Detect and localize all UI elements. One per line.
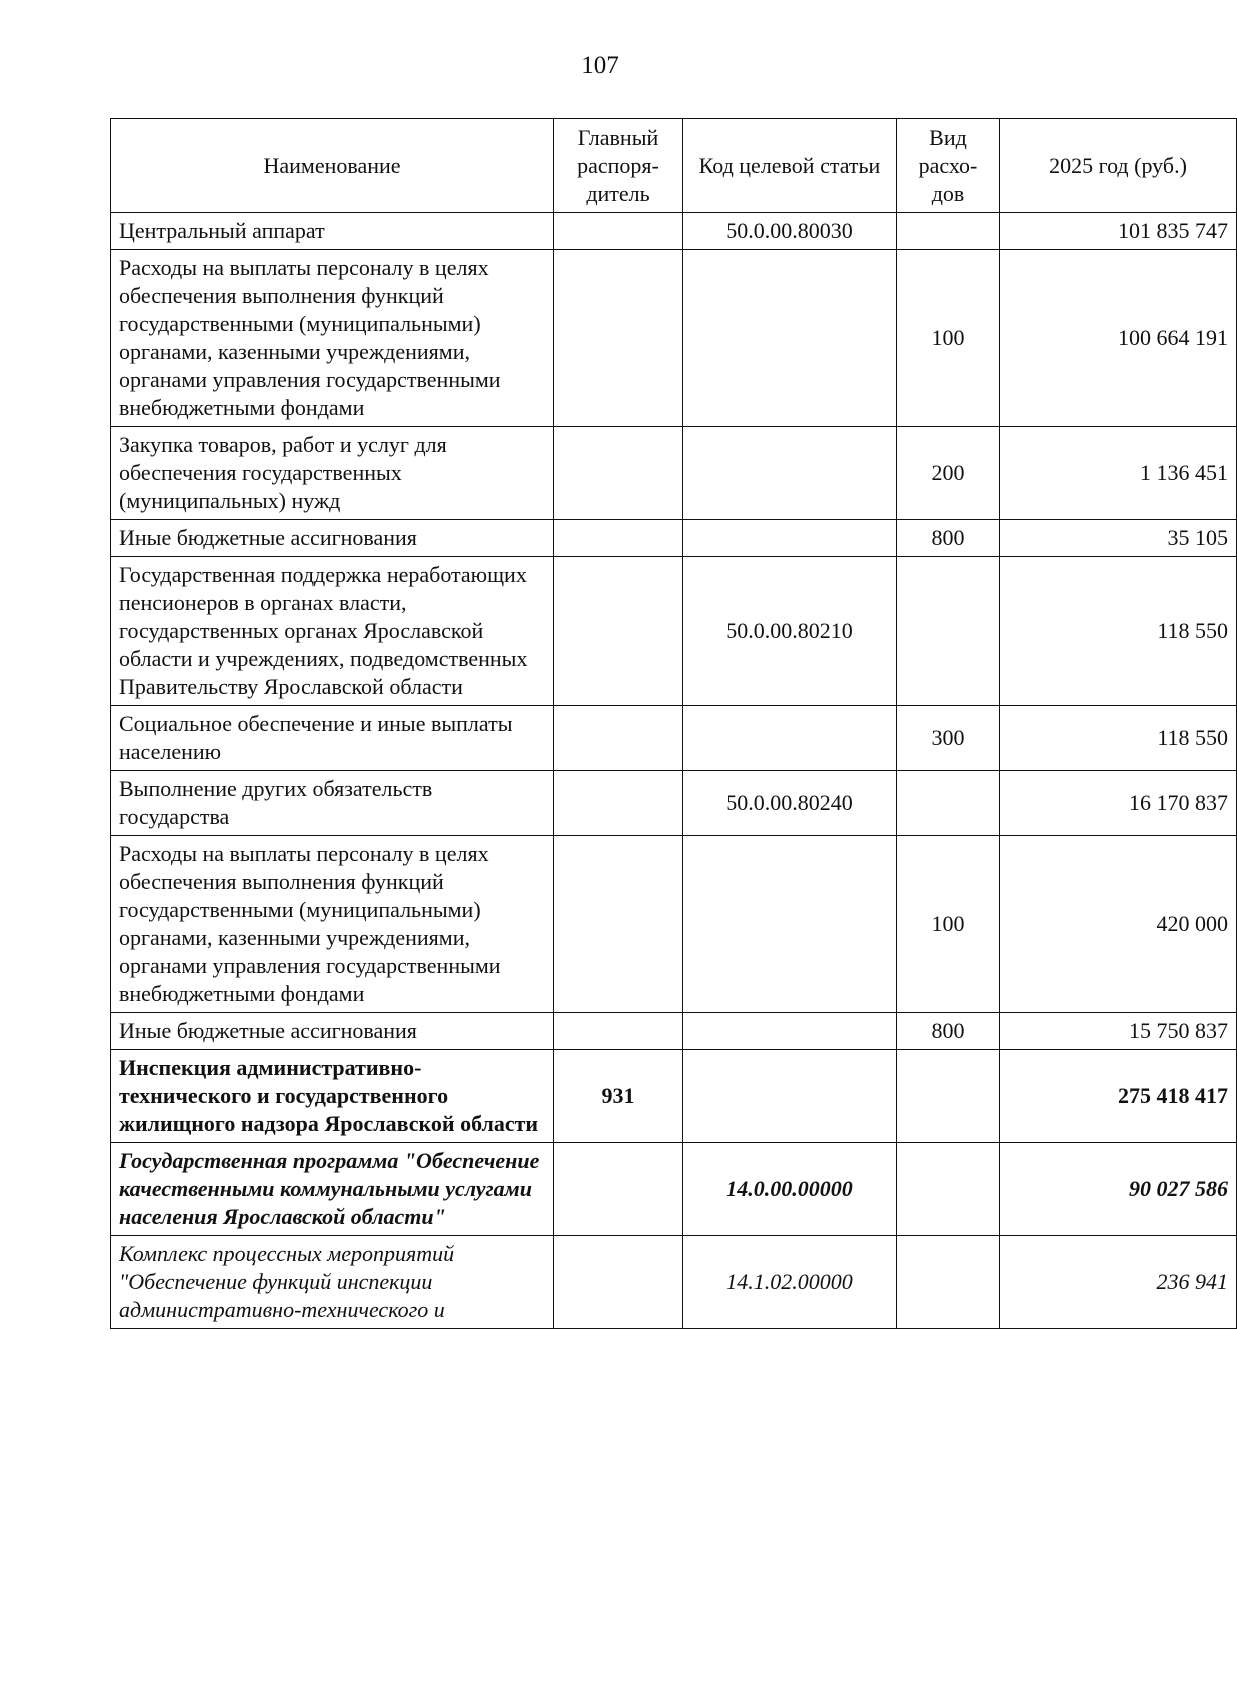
cell-kind: 300: [897, 706, 1000, 771]
cell-name: Закупка товаров, работ и услуг для обеспечения государственных (муниципальных) нужд: [111, 427, 554, 520]
cell-kind: [897, 213, 1000, 250]
header-kind: Вид расхо-дов: [897, 119, 1000, 213]
cell-chief: [554, 706, 683, 771]
cell-amount: 1 136 451: [1000, 427, 1237, 520]
table-row: [111, 520, 1237, 557]
cell-code: 50.0.00.80210: [683, 557, 897, 706]
cell-code: 14.0.00.00000: [683, 1143, 897, 1236]
cell-name: Государственная поддержка неработающих пенсионеров в органах власти, государственных органах Ярославской области и учреждениях, подведомственных Правительству Ярославской области: [111, 557, 554, 706]
cell-kind: [897, 1050, 1000, 1143]
cell-kind: [897, 557, 1000, 706]
cell-kind: [897, 1236, 1000, 1329]
cell-kind: 800: [897, 520, 1000, 557]
cell-chief: [554, 1236, 683, 1329]
table-row: [111, 250, 1237, 427]
cell-chief: [554, 1143, 683, 1236]
cell-code: 50.0.00.80240: [683, 771, 897, 836]
cell-name: Центральный аппарат: [111, 213, 554, 250]
cell-amount: 35 105: [1000, 520, 1237, 557]
cell-chief: [554, 557, 683, 706]
cell-name: Комплекс процессных мероприятий "Обеспечение функций инспекции административно-технического и: [111, 1236, 554, 1329]
cell-kind: 200: [897, 427, 1000, 520]
cell-chief: [554, 771, 683, 836]
cell-kind: [897, 771, 1000, 836]
cell-chief: [554, 250, 683, 427]
cell-chief: [554, 427, 683, 520]
cell-amount: 118 550: [1000, 557, 1237, 706]
header-amount: 2025 год (руб.): [1000, 119, 1237, 213]
table-body: [111, 213, 1237, 1329]
cell-code: [683, 836, 897, 1013]
cell-code: 50.0.00.80030: [683, 213, 897, 250]
table-row: [111, 1013, 1237, 1050]
cell-chief: [554, 836, 683, 1013]
cell-name: Иные бюджетные ассигнования: [111, 520, 554, 557]
budget-table: [110, 118, 1237, 1329]
cell-amount: 90 027 586: [1000, 1143, 1237, 1236]
table-row: [111, 427, 1237, 520]
cell-code: [683, 1013, 897, 1050]
cell-code: [683, 706, 897, 771]
header-code: Код целевой статьи: [683, 119, 897, 213]
cell-name: Социальное обеспечение и иные выплаты населению: [111, 706, 554, 771]
table-header: [111, 119, 1237, 213]
cell-kind: 800: [897, 1013, 1000, 1050]
cell-amount: 420 000: [1000, 836, 1237, 1013]
cell-name: Расходы на выплаты персоналу в целях обеспечения выполнения функций государственными (муниципальными) органами, казенными учреждениями, органами управления государственными внебюджетными фондами: [111, 836, 554, 1013]
table-row: [111, 706, 1237, 771]
cell-chief: [554, 520, 683, 557]
cell-kind: [897, 1143, 1000, 1236]
cell-code: [683, 520, 897, 557]
cell-code: [683, 427, 897, 520]
cell-name: Выполнение других обязательств государства: [111, 771, 554, 836]
page-number: 107: [581, 52, 619, 79]
cell-kind: 100: [897, 250, 1000, 427]
cell-amount: 16 170 837: [1000, 771, 1237, 836]
cell-amount: 101 835 747: [1000, 213, 1237, 250]
cell-amount: 15 750 837: [1000, 1013, 1237, 1050]
cell-amount: 118 550: [1000, 706, 1237, 771]
table-row: [111, 836, 1237, 1013]
cell-kind: 100: [897, 836, 1000, 1013]
cell-name: Иные бюджетные ассигнования: [111, 1013, 554, 1050]
table-row: [111, 213, 1237, 250]
cell-code: [683, 1050, 897, 1143]
cell-amount: 100 664 191: [1000, 250, 1237, 427]
table-row: [111, 771, 1237, 836]
cell-chief: [554, 1013, 683, 1050]
cell-amount: 236 941: [1000, 1236, 1237, 1329]
cell-chief: [554, 213, 683, 250]
cell-amount: 275 418 417: [1000, 1050, 1237, 1143]
header-name: Наименование: [111, 119, 554, 213]
cell-chief: 931: [554, 1050, 683, 1143]
table-row: [111, 557, 1237, 706]
cell-code: [683, 250, 897, 427]
cell-name: Инспекция административно-технического и государственного жилищного надзора Ярославской области: [111, 1050, 554, 1143]
table-row: [111, 1143, 1237, 1236]
header-chief: Главный распоря-дитель: [554, 119, 683, 213]
cell-name: Государственная программа "Обеспечение качественными коммунальными услугами населения Ярославской области": [111, 1143, 554, 1236]
cell-name: Расходы на выплаты персоналу в целях обеспечения выполнения функций государственными (муниципальными) органами, казенными учреждениями, органами управления государственными внебюджетными фондами: [111, 250, 554, 427]
cell-code: 14.1.02.00000: [683, 1236, 897, 1329]
table-row: [111, 1236, 1237, 1329]
table-row: [111, 1050, 1237, 1143]
